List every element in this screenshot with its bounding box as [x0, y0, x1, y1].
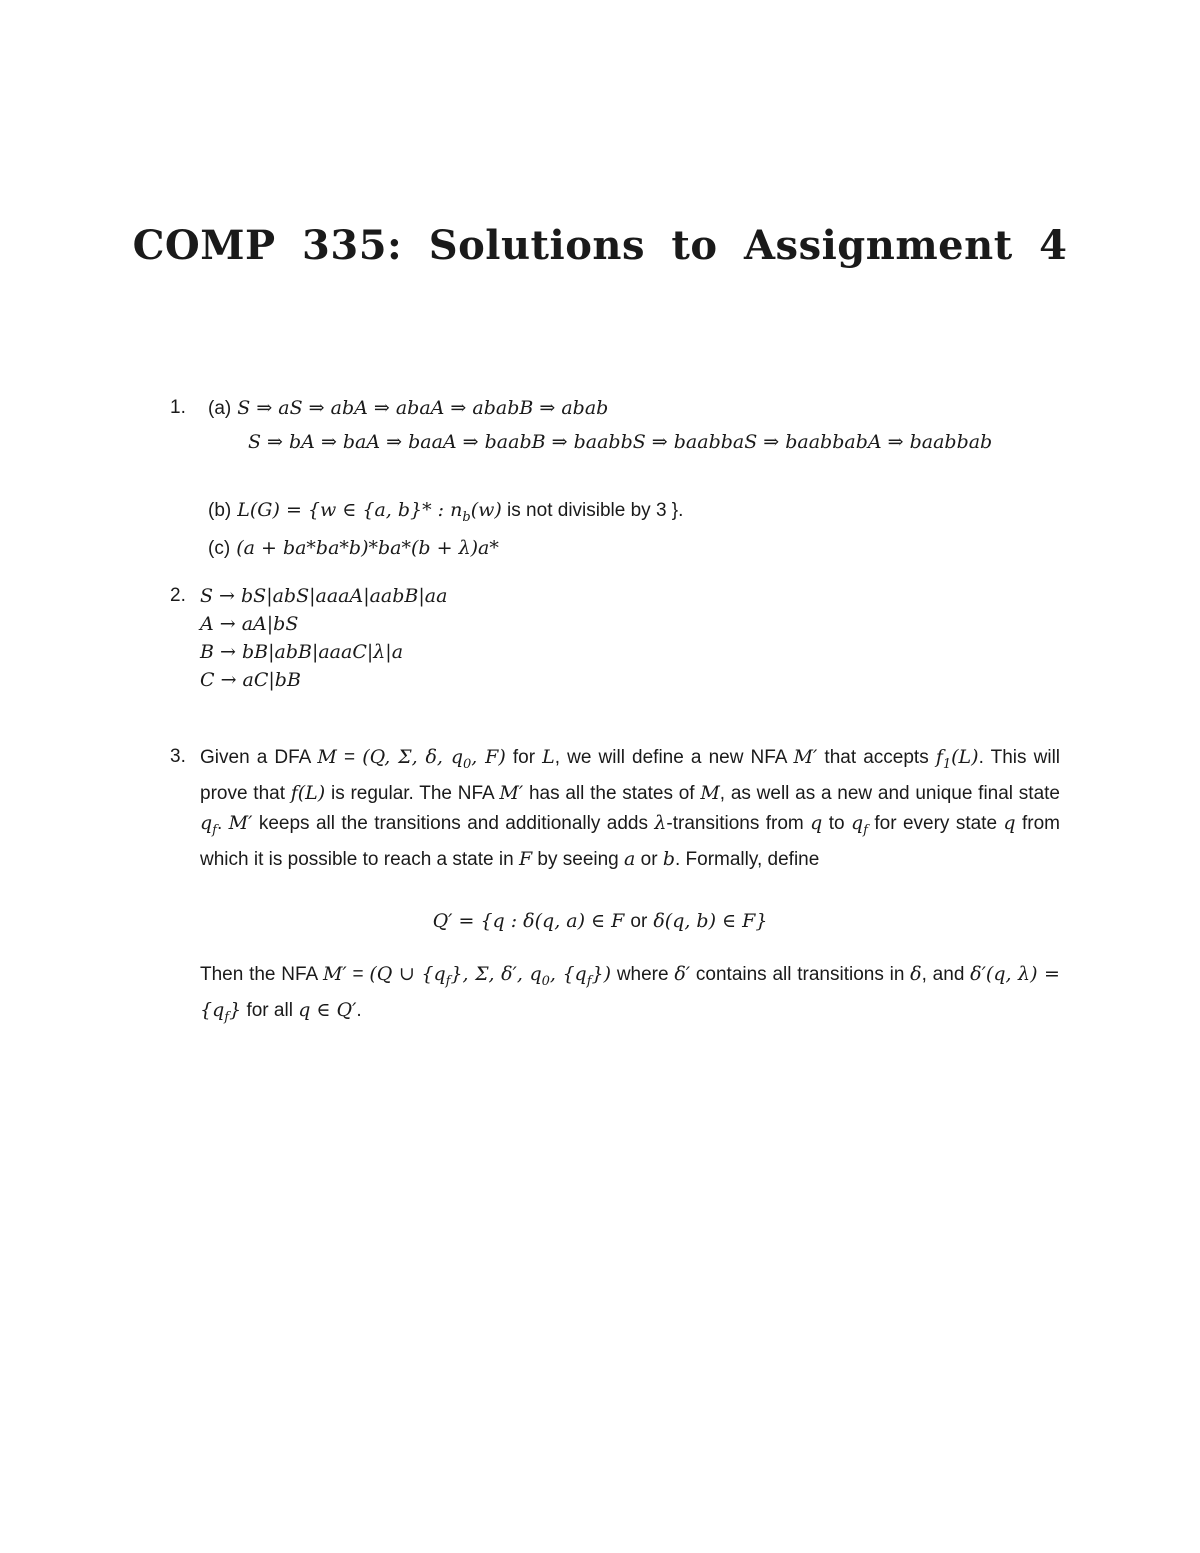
text-run: Given a DFA — [200, 747, 318, 768]
math-run: M′ — [228, 811, 253, 834]
q1b-middle: (w) — [470, 499, 502, 521]
math-subscript: f — [212, 822, 217, 838]
text-run: to — [822, 812, 851, 834]
math-run: M — [700, 782, 720, 805]
text-run: . Formally, define — [674, 849, 820, 871]
grammar-rule: S → bS|abS|aaaA|aabB|aa — [200, 585, 448, 607]
text-run: or — [630, 911, 648, 932]
math-run: δ(q, b) ∈ F} — [647, 910, 768, 932]
math-run: q ∈ Q′ — [298, 999, 357, 1022]
q1-number: 1. — [170, 397, 186, 418]
math-run: M — [317, 746, 337, 768]
math-subscript: 1 — [942, 756, 952, 772]
math-run: } — [229, 999, 242, 1022]
math-run: q — [850, 811, 864, 834]
math-run: a — [624, 848, 636, 871]
q3-paragraph-2 — [200, 960, 1060, 1033]
math-run: }, Σ, δ′, q — [450, 963, 542, 985]
q1a-line1 — [208, 396, 608, 421]
math-subscript: f — [445, 973, 451, 989]
math-run: , F) — [471, 746, 506, 768]
math-run: (Q, Σ, δ, q — [362, 746, 463, 768]
text-run: where — [611, 964, 675, 985]
math-run: δ′(q, λ) = {q — [200, 963, 1060, 1022]
math-run: , {q — [549, 963, 587, 985]
math-run: b — [662, 848, 675, 871]
text-run: that accepts — [817, 747, 936, 768]
text-run: = — [346, 964, 370, 985]
text-run: -transitions from — [666, 812, 811, 834]
text-run: , and — [921, 964, 971, 985]
text-run: by seeing — [532, 849, 625, 871]
math-subscript: 0 — [541, 973, 550, 989]
math-subscript: 0 — [463, 756, 472, 772]
math-run: M′ — [322, 963, 347, 985]
q1b-set-prefix: L(G) = {w ∈ {a, b}* : n — [237, 499, 463, 521]
text-run: Then the NFA — [200, 964, 323, 985]
text-run: . — [356, 1000, 362, 1022]
q1b-subscript: b — [462, 509, 471, 525]
q1b-text: is not divisible by 3 }. — [501, 500, 684, 521]
math-run: (L) — [951, 746, 979, 768]
text-run: , as well as a new and unique final state — [719, 783, 1060, 805]
math-run: λ — [654, 811, 667, 834]
grammar-rule: B → bB|abB|aaaC|λ|a — [200, 641, 404, 663]
math-subscript: f — [863, 822, 868, 838]
q3-number: 3. — [170, 746, 186, 767]
q2-rule-2 — [200, 612, 298, 636]
math-run: q — [200, 811, 213, 834]
text-run: for — [505, 747, 543, 768]
q2-rule-4 — [200, 668, 301, 692]
math-run: M′ — [499, 782, 524, 805]
text-run: contains all transitions in — [690, 964, 911, 985]
text-run: . — [216, 812, 229, 834]
grammar-rule: A → aA|bS — [200, 613, 299, 635]
q2-rule-1 — [200, 584, 447, 608]
text-run: or — [635, 849, 663, 871]
math-run: M′ — [793, 746, 818, 768]
math-run: f(L) — [290, 782, 326, 805]
q1c-line — [208, 536, 499, 561]
text-run: is regular. The NFA — [325, 783, 500, 805]
grammar-rule: C → aC|bB — [200, 669, 301, 691]
q2-number: 2. — [170, 585, 186, 606]
math-run: Q′ = {q : δ(q, a) ∈ F — [432, 910, 631, 932]
q1a-line2 — [248, 430, 992, 454]
page-title: COMP 335: Solutions to Assignment 4 — [132, 222, 1068, 269]
math-run: }) — [591, 963, 612, 985]
math-run: δ′ — [674, 963, 691, 985]
q2-rule-3 — [200, 640, 403, 664]
q1b-label: (b) — [208, 500, 232, 521]
q1b-line — [208, 498, 683, 530]
math-run: F — [518, 848, 533, 871]
q1c-expression: (a + ba*ba*b)*ba*(b + λ)a* — [236, 537, 499, 559]
text-run: for all — [241, 1000, 299, 1022]
q1c-label: (c) — [208, 538, 231, 559]
math-subscript: f — [224, 1010, 230, 1026]
text-run: . This will prove that — [200, 747, 1061, 805]
text-run: keeps all the transitions and additionally adds — [252, 812, 655, 834]
q3-display-equation — [0, 910, 1200, 933]
math-run: q — [1003, 811, 1016, 834]
math-subscript: f — [586, 973, 592, 989]
math-run: (Q ∪ {q — [369, 963, 446, 985]
q3-paragraph-1 — [200, 743, 1060, 875]
math-run: f — [935, 746, 943, 768]
text-run: = — [336, 747, 363, 768]
q1a-derivation-2: S ⇒ bA ⇒ baA ⇒ baaA ⇒ baabB ⇒ baabbS ⇒ baabbaS ⇒ baabbabA ⇒ baabbab — [248, 431, 993, 453]
math-run: L — [542, 746, 555, 768]
q1a-label: (a) — [208, 398, 232, 419]
math-run: δ — [910, 963, 922, 985]
text-run: from which it is possible to reach a state in — [200, 812, 1060, 871]
math-run: q — [810, 811, 823, 834]
text-run: has all the states of — [523, 783, 701, 805]
q1a-derivation-1: S ⇒ aS ⇒ abA ⇒ abaA ⇒ ababB ⇒ abab — [237, 397, 609, 419]
text-run: for every state — [867, 812, 1004, 834]
text-run: , we will define a new NFA — [554, 747, 794, 768]
